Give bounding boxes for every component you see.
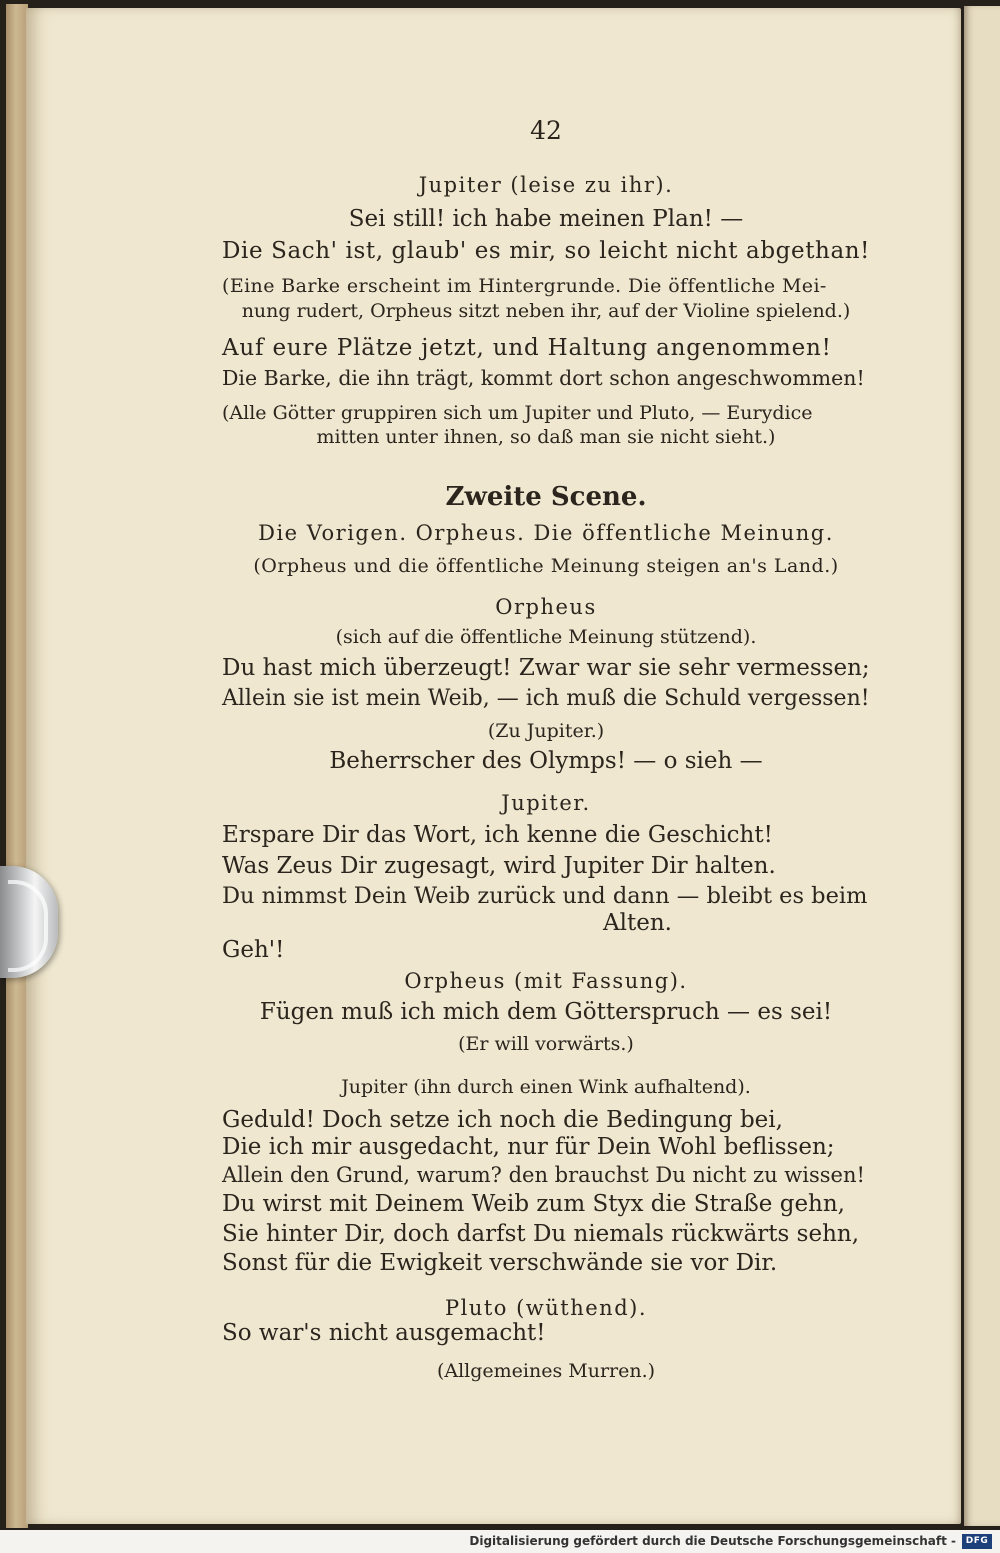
- book-page-edges: [6, 4, 28, 1528]
- verse-line: Du wirst mit Deinem Weib zum Styx die Straße gehn,: [222, 1191, 845, 1217]
- stage-direction: (Orpheus und die öffentliche Meinung steigen an's Land.): [253, 555, 839, 577]
- verse-line: So war's nicht ausgemacht!: [222, 1320, 546, 1346]
- stage-direction: mitten unter ihnen, so daß man sie nicht sieht.): [316, 426, 776, 448]
- facing-page-edge: [964, 6, 1000, 1526]
- verse-line: Die ich mir ausgedacht, nur für Dein Wohl beflissen;: [222, 1134, 835, 1160]
- verse-line: Geh'!: [222, 937, 285, 963]
- verse-line: Die Sach' ist, glaub' es mir, so leicht nicht abgethan!: [222, 238, 871, 264]
- speaker-line: Jupiter (ihn durch einen Wink aufhaltend).: [341, 1076, 751, 1098]
- stage-direction: nung rudert, Orpheus sitzt neben ihr, auf der Violine spielend.): [241, 300, 851, 322]
- verse-line: Fügen muß ich mich dem Götterspruch — es sei!: [259, 999, 833, 1025]
- verse-line: Beherrscher des Olymps! — o sieh —: [329, 748, 763, 774]
- stage-direction: (Eine Barke erscheint im Hintergrunde. Die öffentliche Mei-: [222, 275, 827, 297]
- verse-line: Auf eure Plätze jetzt, und Haltung angenommen!: [222, 335, 832, 361]
- verse-line: Sonst für die Ewigkeit verschwände sie vor Dir.: [222, 1250, 778, 1276]
- footer-credit: Digitalisierung gefördert durch die Deutsche Forschungsgemeinschaft -: [469, 1534, 956, 1548]
- speaker-line: Orpheus (mit Fassung).: [404, 969, 688, 993]
- verse-line-continuation: Alten.: [603, 910, 672, 936]
- verse-line: Sei still! ich habe meinen Plan! —: [348, 206, 744, 232]
- stage-direction: (sich auf die öffentliche Meinung stützend).: [335, 626, 757, 648]
- verse-line: Du nimmst Dein Weib zurück und dann — bleibt es beim: [222, 883, 868, 909]
- footer-bar: [0, 1530, 1000, 1553]
- dfg-logo: DFG: [962, 1534, 992, 1549]
- verse-line: Die Barke, die ihn trägt, kommt dort schon angeschwommen!: [222, 366, 865, 390]
- speaker-line: Orpheus: [495, 595, 597, 619]
- scene-heading: Zweite Scene.: [445, 482, 647, 512]
- speaker-line: Jupiter (leise zu ihr).: [418, 173, 674, 197]
- speaker-line: Pluto (wüthend).: [444, 1296, 648, 1320]
- stage-direction: (Allgemeines Murren.): [436, 1360, 656, 1382]
- verse-line: Du hast mich überzeugt! Zwar war sie sehr vermessen;: [222, 655, 870, 681]
- stage-direction: (Zu Jupiter.): [487, 720, 605, 742]
- verse-line: Was Zeus Dir zugesagt, wird Jupiter Dir halten.: [222, 853, 776, 879]
- verse-line: Allein den Grund, warum? den brauchst Du nicht zu wissen!: [222, 1163, 865, 1187]
- verse-line: Erspare Dir das Wort, ich kenne die Geschicht!: [222, 822, 773, 848]
- stage-direction: (Er will vorwärts.): [458, 1033, 634, 1055]
- stage-direction: Die Vorigen. Orpheus. Die öffentliche Meinung.: [258, 521, 834, 545]
- page-number: 42: [530, 116, 562, 145]
- book-page: [26, 8, 961, 1524]
- verse-line: Allein sie ist mein Weib, — ich muß die Schuld vergessen!: [222, 686, 870, 711]
- stage-direction: (Alle Götter gruppiren sich um Jupiter und Pluto, — Eurydice: [222, 402, 813, 424]
- verse-line: Geduld! Doch setze ich noch die Bedingung bei,: [222, 1107, 783, 1133]
- speaker-line: Jupiter.: [501, 791, 591, 815]
- verse-line: Sie hinter Dir, doch darfst Du niemals rückwärts sehn,: [222, 1221, 860, 1247]
